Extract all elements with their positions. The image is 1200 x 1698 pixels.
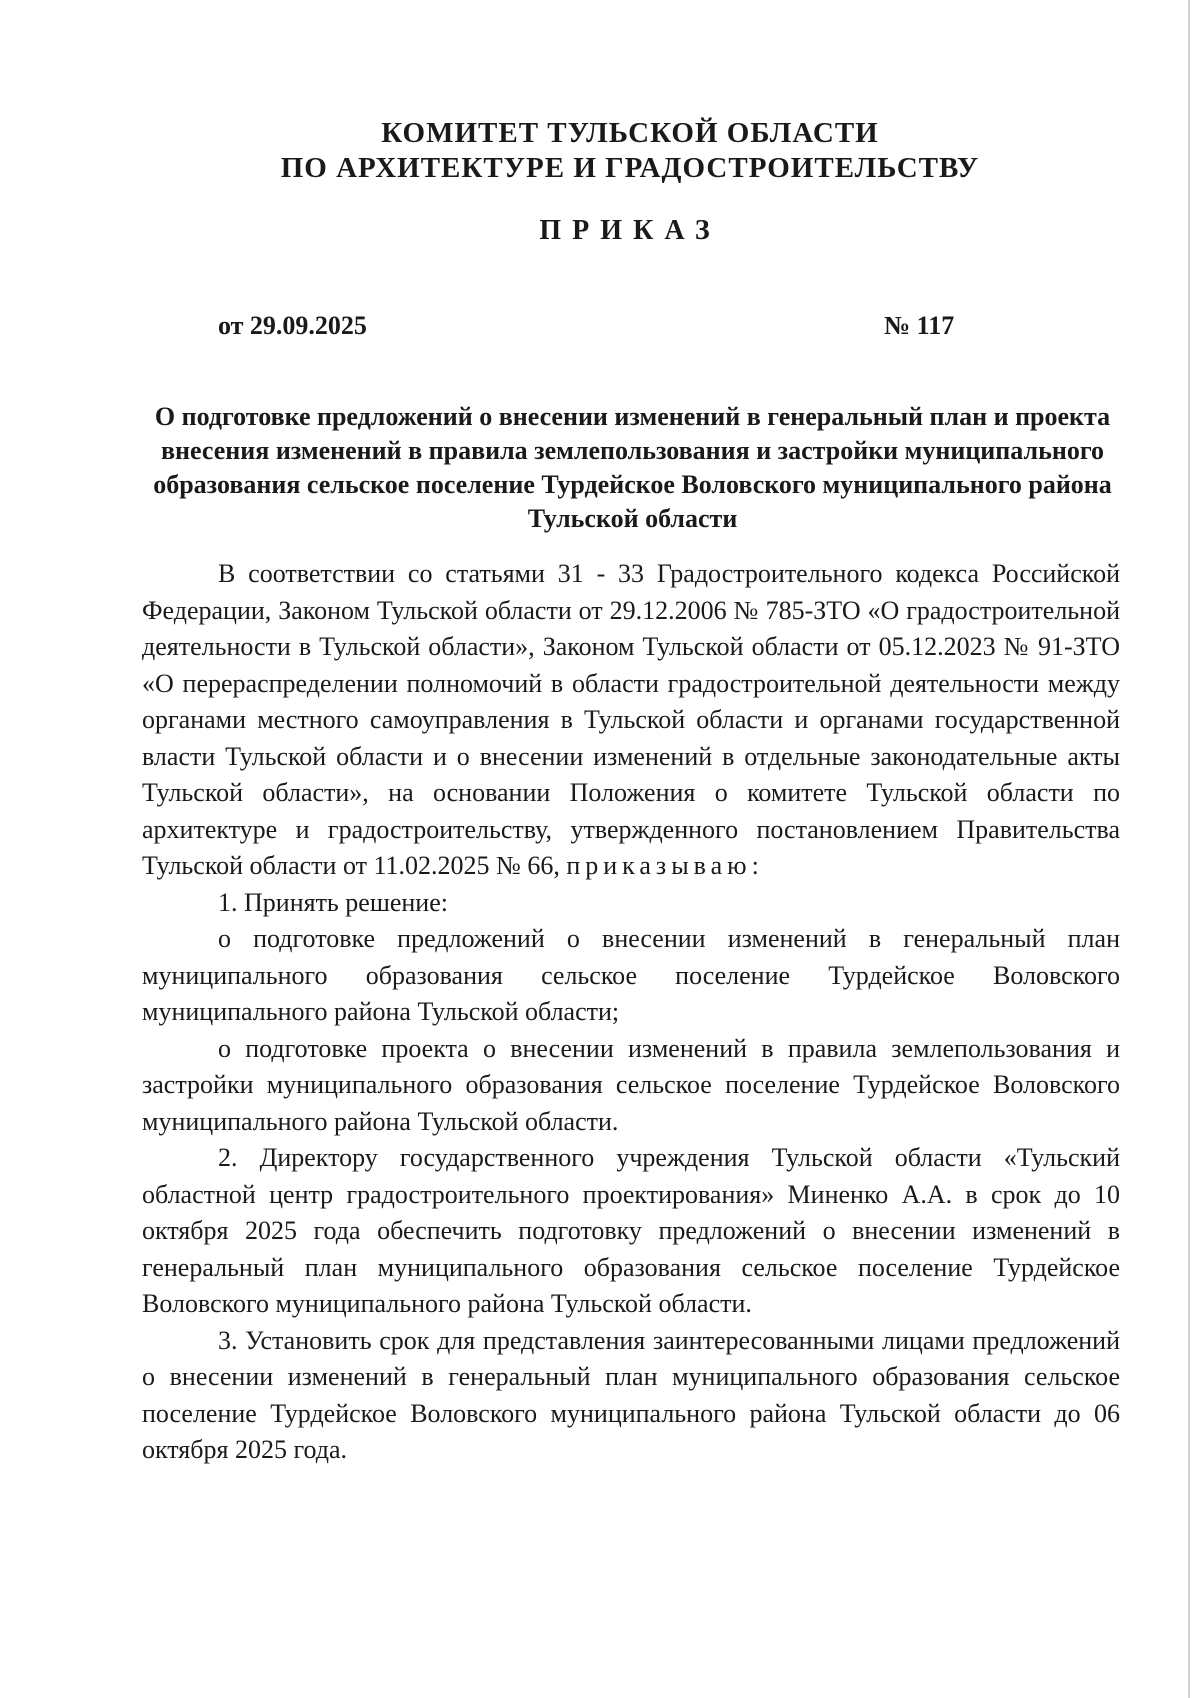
order-date: от 29.09.2025	[218, 311, 367, 340]
order-word: приказываю:	[566, 851, 764, 880]
item-1: 1. Принять решение:	[218, 887, 448, 917]
preamble-text: В соответствии со статьями 31 - 33 Градостроительного кодекса Российской Федерации, Законом Тульской области от 29.12.2006 № 785-ЗТО «О градостроительной деятельности в Тульской области», Законом Тульской области от 05.12.2023 № 91-ЗТО «О перераспределении полномочий в области градостроительной деятельности между органами местного самоуправления в Тульской области и органами государственной власти Тульской области и о внесении изменений в отдельные законодательные акты Тульской области», на основании Положения о комитете Тульской области по архитектуре и градостроительству, утвержденного постановлением Правительства Тульской области от 11.02.2025 № 66,	[142, 559, 1120, 880]
org-name-line2: ПО АРХИТЕКТУРЕ И ГРАДОСТРОИТЕЛЬСТВУ	[280, 152, 980, 184]
item-2: 2. Директору государственного учреждения Тульской области «Тульский областной центр градостроительного проектирования» Миненко А.А. в срок до 10 октября 2025 года обеспечить подготовку предложений о внесении изменений в генеральный план муниципального образования сельское поселение Турдейское Воловского муниципального района Тульской области.	[142, 1143, 1120, 1318]
item-3: 3. Установить срок для представления заинтересованными лицами предложений о внесении изменений в генеральный план муниципального образования сельское поселение Турдейское Воловского муниципального района Тульской области до 06 октября 2025 года.	[142, 1325, 1120, 1464]
org-name-line1: КОМИТЕТ ТУЛЬСКОЙ ОБЛАСТИ	[381, 117, 879, 149]
document-type-title: ПРИКАЗ	[539, 215, 721, 246]
preamble-paragraph	[142, 556, 1120, 885]
order-body	[142, 556, 1120, 1469]
item-1-a: о подготовке предложений о внесении изменений в генеральный план муниципального образования сельское поселение Турдейское Воловского муниципального района Тульской области;	[142, 924, 1120, 1026]
page-edge-divider	[1188, 0, 1190, 1698]
order-number: № 117	[884, 311, 955, 340]
order-subject: О подготовке предложений о внесении изменений в генеральный план и проекта внесения изменений в правила землепользования и застройки муниципального образования сельское поселение Турдейское Воловского муниципального района Тульской области	[153, 402, 1112, 533]
item-1-b: о подготовке проекта о внесении изменений в правила землепользования и застройки муниципального образования сельское поселение Турдейское Воловского муниципального района Тульской области.	[142, 1033, 1120, 1136]
